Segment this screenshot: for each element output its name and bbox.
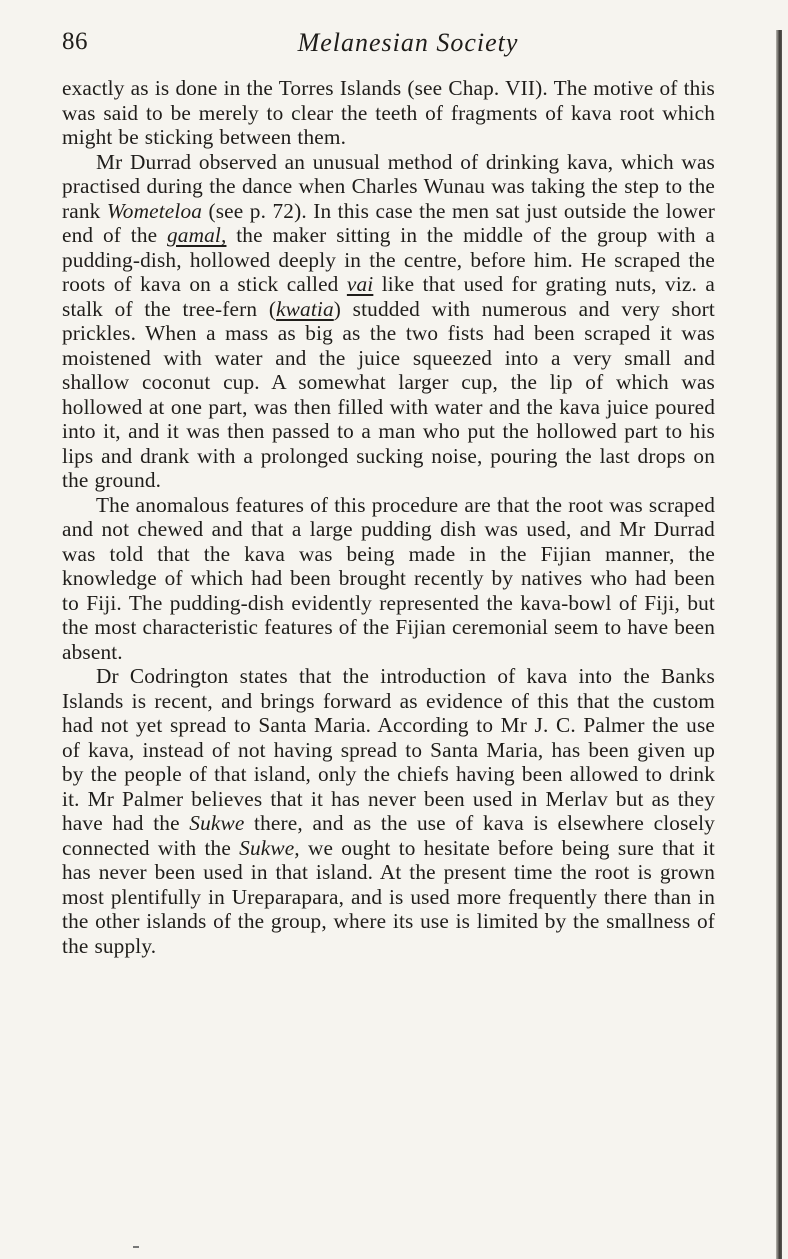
text-run: we ought to hesitate before being sure that it has never been used in that island. At the present time the root is grown most plentifully in Ureparapara, and is used more frequently there than in the other islands of the group, where its use is limited by the smallness of the supply. (62, 835, 715, 958)
emphasized-term: kwatia (276, 296, 334, 321)
page-edge-shadow (776, 30, 782, 1259)
stray-ink-mark (133, 1246, 139, 1248)
text-run: like that used for grating nuts, viz. a stalk of the tree-fern ( (62, 272, 715, 321)
text-run: The anomalous features of this procedure are that the root was scraped and not chewed and that a large pudding dish was used, and Mr Durrad was told that the kava was being made in the Fijian manner, the knowledge of which had been brought recently by natives who had been to Fiji. The pudding-dish evidently represented the kava-bowl of Fiji, but the most characteristic features of the Fijian ceremonial seem to have been absent. (62, 492, 715, 664)
text-run: (see p. 72). In this case the men sat just outside the lower end of the (62, 198, 715, 247)
page-number: 86 (62, 28, 88, 55)
emphasized-term: Sukwe, (239, 835, 300, 860)
emphasized-term: Wometeloa (106, 198, 203, 223)
body-text (62, 76, 715, 958)
text-run: exactly as is done in the Torres Islands (see Chap. VII). The motive of this was said to be merely to clear the teeth of fragments of kava root which might be sticking between them. (62, 76, 715, 149)
paragraph (62, 150, 715, 493)
running-title: Melanesian Society (297, 28, 519, 57)
text-run: Dr Codrington states that the introduction of kava into the Banks Islands is recent, and brings forward as evidence of this that the custom had not yet spread to Santa Maria. According to Mr J. C. Palmer the use of kava, instead of not having spread to Santa Maria, has been given up by the people of that island, only the chiefs having been allowed to drink it. Mr Palmer believes that it has never been used in Merlav but as they have had the (62, 664, 715, 835)
emphasized-term: Sukwe (189, 811, 245, 835)
page-header (62, 28, 714, 62)
emphasized-term: gamal, (167, 223, 227, 247)
paragraph (62, 76, 715, 150)
emphasized-term: vai (346, 272, 374, 296)
text-run: the maker sitting in the middle of the group with a pudding-dish, hollowed deeply in the centre, before him. He scraped the roots of kava on a stick called (62, 223, 715, 296)
paragraph (62, 664, 715, 958)
text-run: Mr Durrad observed an unusual method of drinking kava, which was practised during the dance when Charles Wunau was taking the step to the rank (62, 149, 715, 223)
text-run: there, and as the use of kava is elsewhere closely connected with the (62, 811, 715, 860)
text-run: ) studded with numerous and very short prickles. When a mass as big as the two fists had been scraped it was moistened with water and the juice squeezed into a very small and shallow coconut cup. A somewhat larger cup, the lip of which was hollowed at one part, was then filled with water and the kava juice poured into it, and it was then passed to a man who put the hollowed part to his lips and drank with a prolonged sucking noise, pouring the last drops on the ground. (62, 296, 715, 492)
paragraph (62, 493, 715, 665)
